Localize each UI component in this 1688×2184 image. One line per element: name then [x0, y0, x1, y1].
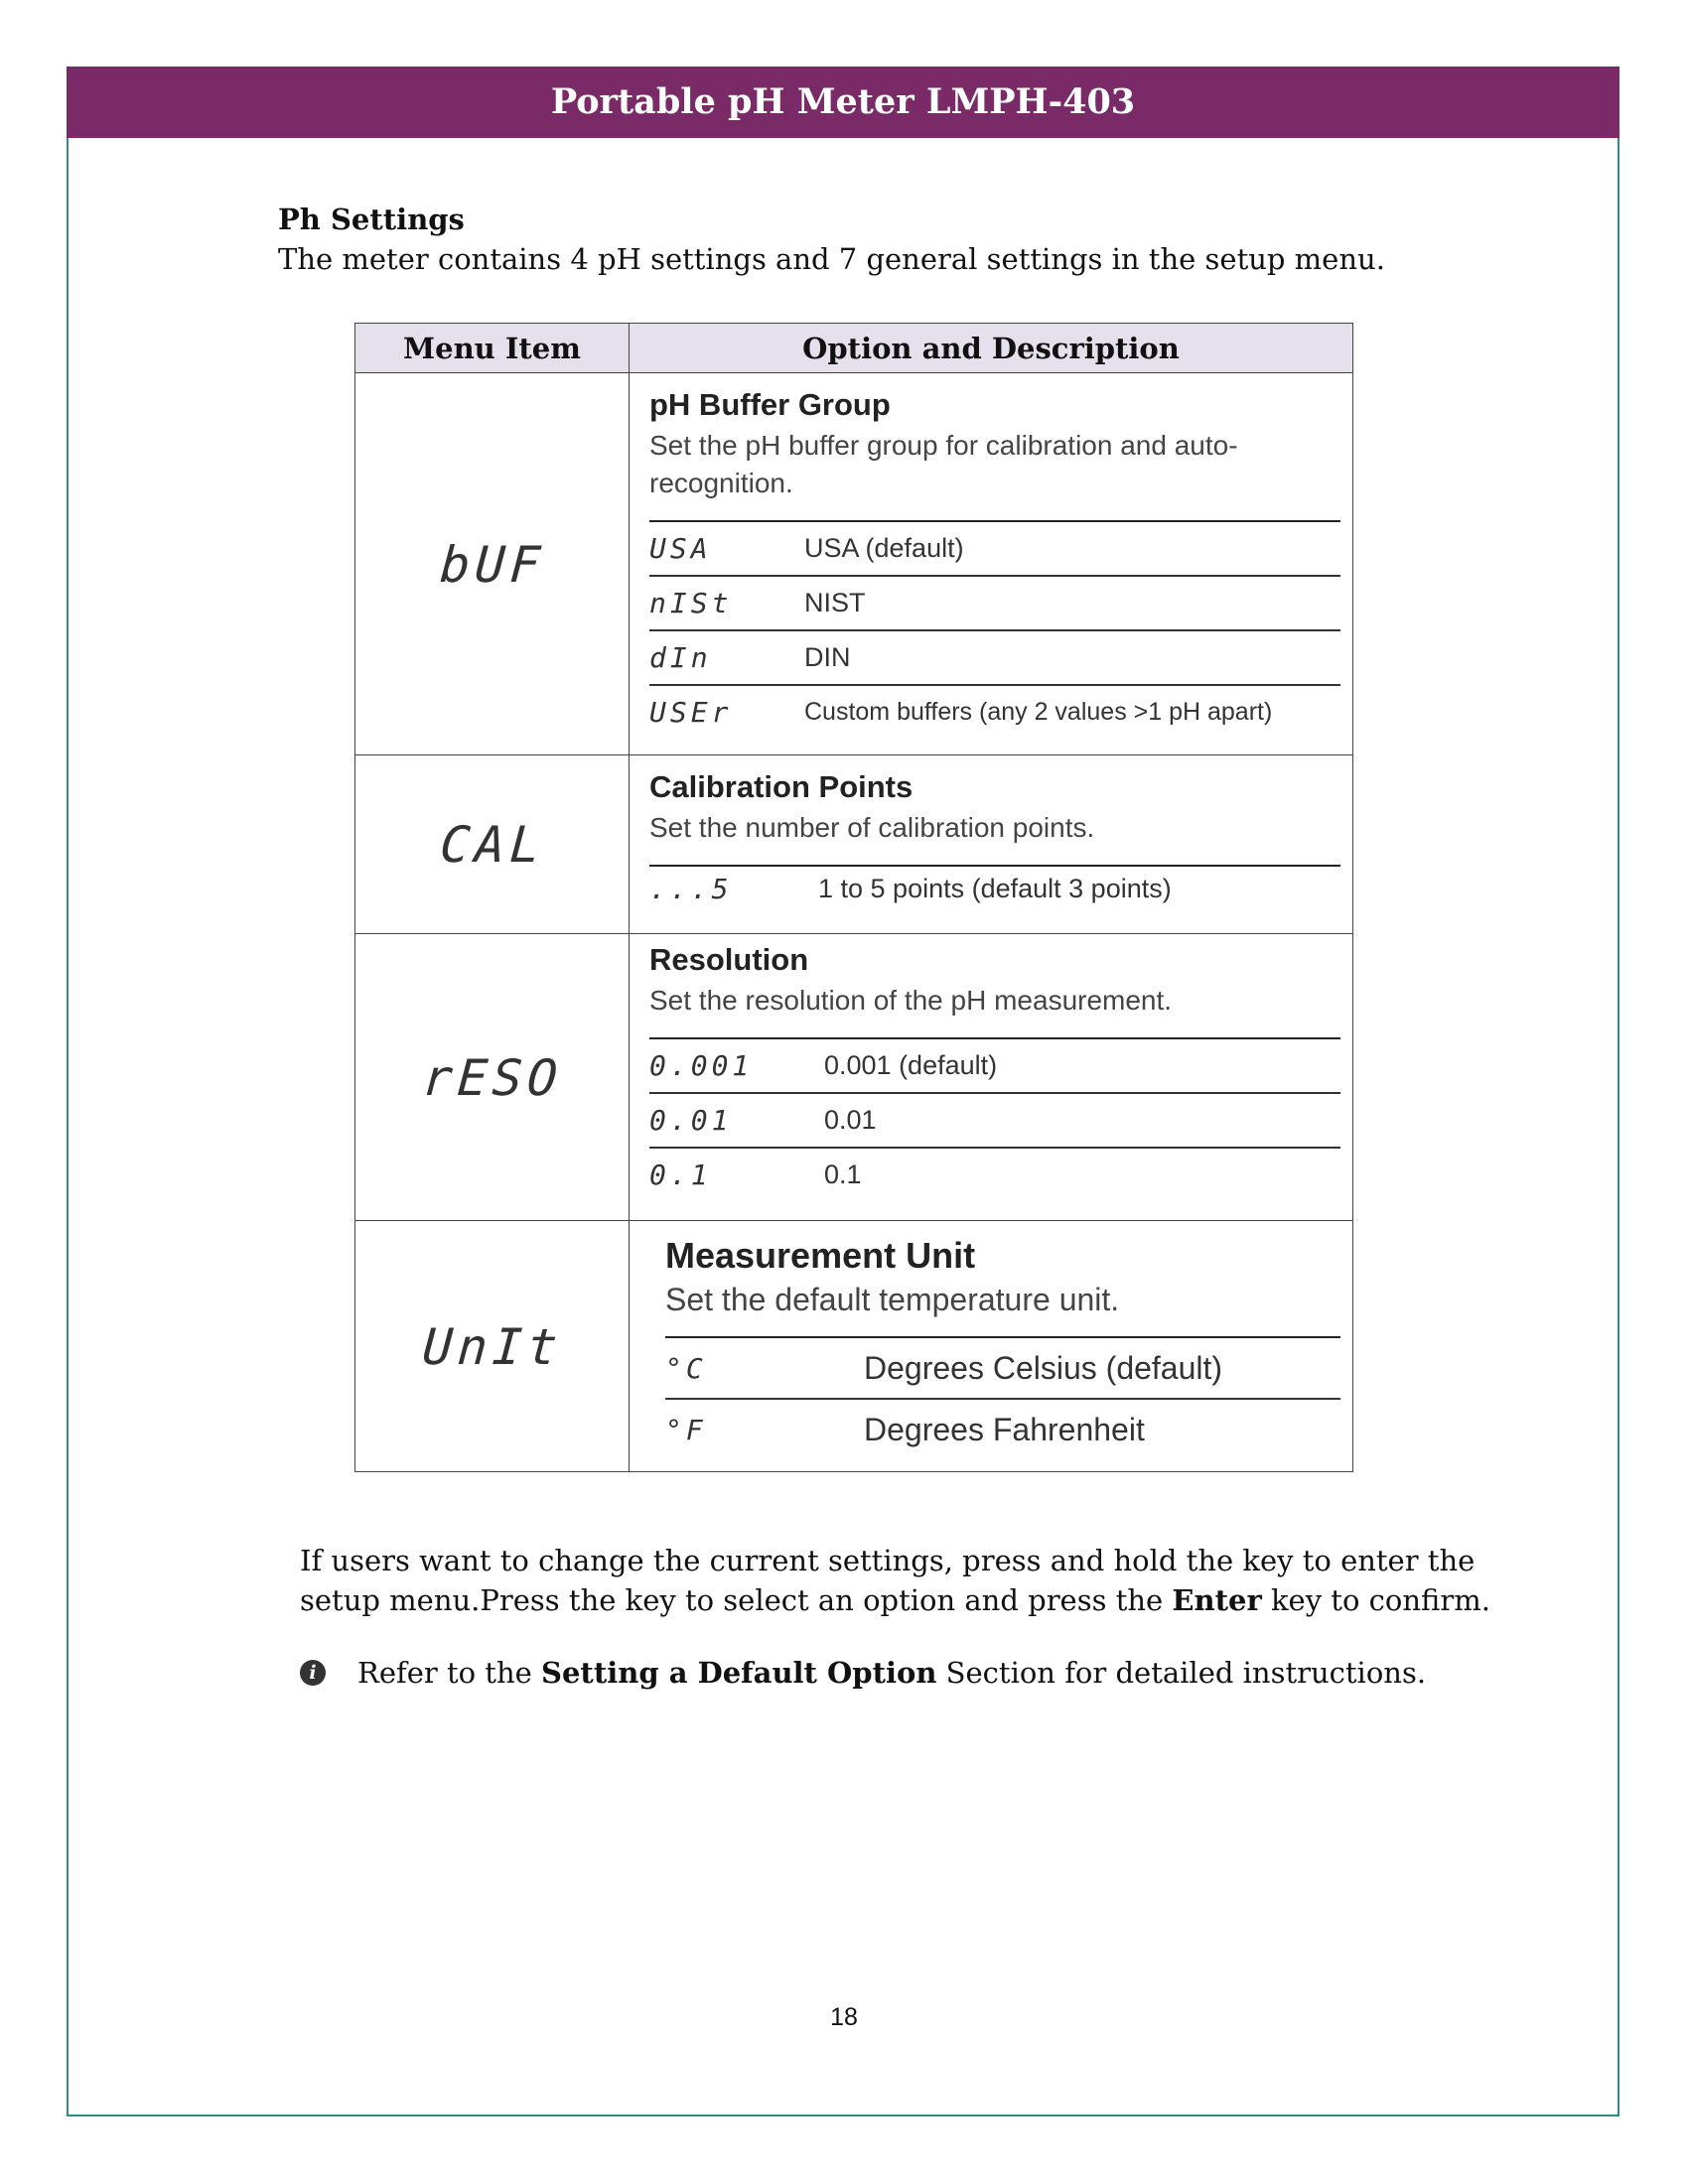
option-code: nISt	[649, 587, 733, 619]
intro-text: The meter contains 4 pH settings and 7 general settings in the setup menu.	[278, 242, 1385, 276]
option-cell	[630, 1221, 1353, 1472]
option-label: 0.1	[824, 1160, 862, 1189]
option-code: ...5	[649, 872, 733, 905]
section-heading: Ph Settings	[278, 203, 465, 236]
option-row	[649, 686, 1340, 739]
enter-key-label: Enter	[1172, 1583, 1262, 1617]
option-row	[649, 522, 1340, 577]
note-reference: Setting a Default Option	[541, 1656, 937, 1690]
note-suffix: Section for detailed instructions.	[936, 1656, 1427, 1690]
menu-item-code: CAL	[349, 755, 635, 934]
option-code: USEr	[649, 696, 733, 729]
option-code: dIn	[649, 641, 712, 674]
option-label: 0.01	[824, 1105, 877, 1135]
note-text	[357, 1656, 1426, 1690]
settings-table	[354, 323, 1353, 1472]
option-label: NIST	[804, 588, 866, 617]
menu-item-code: rESO	[345, 934, 638, 1221]
option-label: USA (default)	[804, 533, 964, 563]
option-code: °C	[665, 1351, 707, 1385]
option-row	[649, 1094, 1340, 1149]
table-row	[355, 755, 1353, 934]
page-title: Portable pH Meter LMPH-403	[67, 67, 1619, 138]
option-code: 0.01	[649, 1104, 733, 1137]
instructions-text: If users want to change the current settings, press and hold the key to enter the setup menu.Press the key to select an option and press the	[300, 1544, 1476, 1617]
option-row	[649, 867, 1340, 910]
instructions-text-end: key to confirm.	[1261, 1583, 1490, 1617]
instructions-paragraph	[300, 1541, 1531, 1620]
option-title: pH Buffer Group	[649, 387, 891, 422]
option-code: USA	[649, 532, 712, 565]
column-header-option: Option and Description	[630, 324, 1353, 373]
option-row	[649, 577, 1340, 631]
menu-item-code: bUF	[342, 373, 642, 755]
option-row	[665, 1338, 1340, 1400]
option-label: DIN	[804, 642, 851, 672]
option-label: Custom buffers (any 2 values >1 pH apart)	[804, 698, 1273, 726]
option-description: Set the resolution of the pH measurement.	[649, 985, 1173, 1016]
option-description: Set the pH buffer group for calibration and auto-recognition.	[649, 430, 1238, 498]
option-code: 0.1	[649, 1159, 712, 1191]
option-code: 0.001	[649, 1049, 754, 1082]
option-label: Degrees Celsius (default)	[864, 1349, 1223, 1386]
table-row	[355, 934, 1353, 1221]
option-cell	[630, 934, 1353, 1221]
info-note	[300, 1656, 1426, 1690]
option-cell	[630, 755, 1353, 934]
option-row	[649, 1039, 1340, 1094]
option-description: Set the number of calibration points.	[649, 812, 1095, 843]
option-code: °F	[665, 1413, 707, 1446]
note-prefix: Refer to the	[357, 1656, 542, 1690]
table-row	[355, 373, 1353, 755]
option-title: Resolution	[649, 942, 809, 977]
option-title: Calibration Points	[649, 769, 914, 804]
option-cell	[630, 373, 1353, 755]
column-header-menu-item: Menu Item	[355, 324, 630, 373]
option-row	[649, 1149, 1340, 1201]
option-label: 0.001 (default)	[824, 1050, 998, 1080]
page-number: 18	[830, 2003, 858, 2031]
option-row	[665, 1400, 1340, 1459]
option-label: 1 to 5 points (default 3 points)	[818, 873, 1172, 903]
option-row	[649, 631, 1340, 686]
option-title: Measurement Unit	[665, 1235, 976, 1276]
option-label: Degrees Fahrenheit	[864, 1411, 1145, 1447]
option-description: Set the default temperature unit.	[665, 1282, 1120, 1317]
table-header-row	[355, 324, 1353, 373]
menu-item-code: UnIt	[347, 1221, 638, 1472]
table-row	[355, 1221, 1353, 1472]
info-icon: i	[300, 1660, 326, 1686]
